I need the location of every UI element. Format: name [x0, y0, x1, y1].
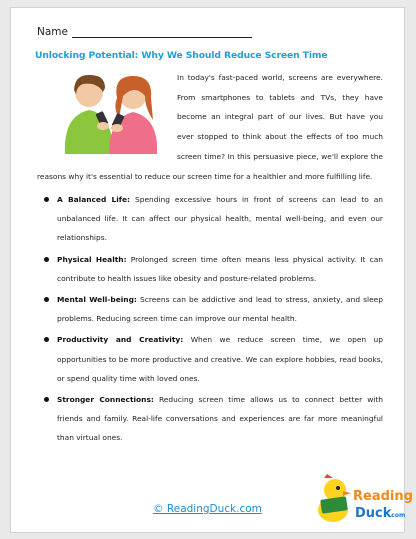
logo-duck-text: Duck [355, 506, 392, 521]
intro-paragraph [37, 68, 383, 186]
list-item [39, 290, 383, 328]
point-heading: Physical Health: [57, 254, 127, 264]
reasons-list [39, 190, 383, 448]
readingduck-link[interactable]: © ReadingDuck.com [153, 503, 262, 515]
worksheet-title: Unlocking Potential: Why We Should Reduce Screen Time [35, 50, 328, 61]
bullet-icon [44, 337, 49, 342]
name-input-line[interactable] [72, 26, 252, 38]
list-item [39, 390, 383, 448]
point-heading: A Balanced Life: [57, 195, 131, 204]
worksheet-page [10, 7, 413, 533]
list-item [39, 330, 383, 388]
name-label: Name [37, 26, 68, 38]
name-field-row [37, 26, 252, 38]
point-text: Prolonged screen time often means less physical activity. It can contribute to health issues like obesity and posture-related problems. [57, 254, 383, 283]
reading-duck-logo [313, 474, 413, 526]
point-text: Screens can be addictive and lead to stress, anxiety, and sleep problems. Reducing screen time can improve our mental health. [57, 295, 383, 324]
point-text: When we reduce screen time, we open up opportunities to be more productive and creative. We can explore hobbies, read books, or spend quality time with loved ones. [57, 335, 383, 383]
bullet-icon [44, 397, 49, 402]
point-text: Reducing screen time allows us to connect better with friends and family. Real-life conversations and experiences are far more meaningful than virtual ones. [57, 395, 383, 443]
bullet-icon [44, 197, 49, 202]
logo-com-text: .com [389, 512, 406, 519]
list-item [39, 190, 383, 248]
bullet-icon [44, 257, 49, 262]
bullet-icon [44, 297, 49, 302]
point-heading: Mental Well-being: [57, 295, 137, 305]
logo-reading-text: Reading [353, 489, 413, 504]
point-heading: Productivity and Creativity: [57, 335, 184, 345]
point-heading: Stronger Connections: [57, 395, 154, 405]
point-text: Spending excessive hours in front of screens can lead to an unbalanced life. It can affect our physical health, mental well-being, and even our relationships. [57, 195, 383, 243]
list-item [39, 250, 383, 288]
intro-text: In today's fast-paced world, screens are everywhere. From smartphones to tablets and TVs, they have become an integral part of our lives. But have you ever stopped to think about the effects of too much screen time? In this persuasive piece, we'll explore the reasons why it's essential to reduce our screen time for a healthier and more fulfilling life. [37, 73, 383, 181]
